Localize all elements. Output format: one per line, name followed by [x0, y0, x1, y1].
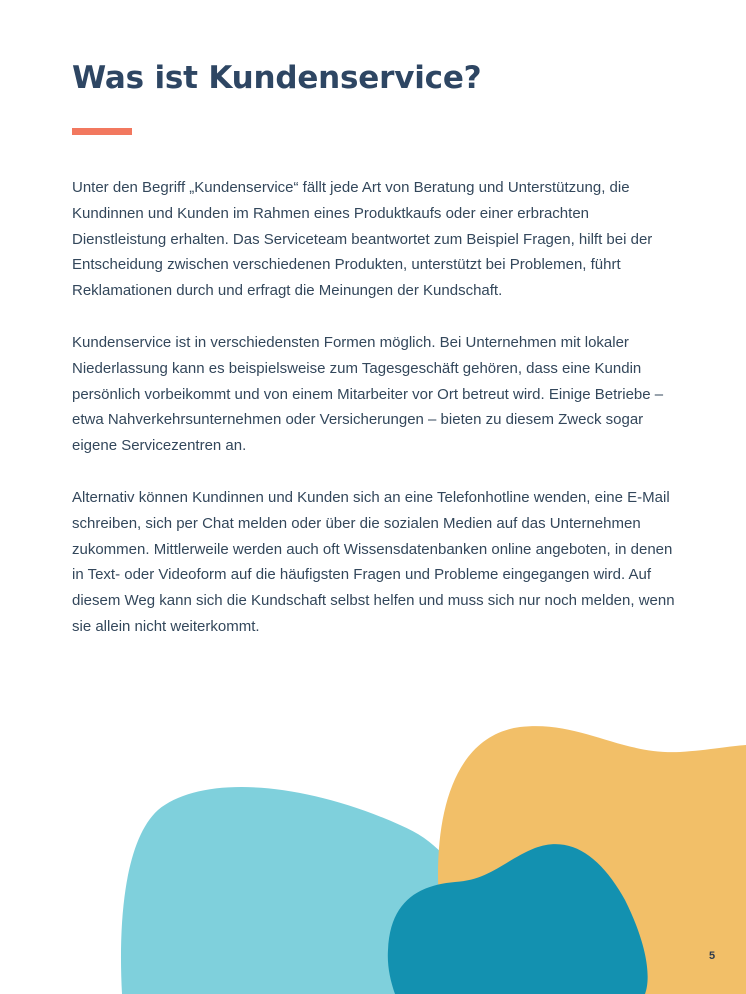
paragraph-forms: Kundenservice ist in verschiedensten Formen möglich. Bei Unternehmen mit lokaler Niederlassung kann es beispielsweise zum Tagesgeschäft gehören, dass eine Kundin persönlich vorbeikommt und von einem Mitarbeiter vor Ort betreut wird. Einige Betriebe – etwa Nahverkehrsunternehmen oder Versicherungen – bieten zu diesem Zweck sogar eigene Servicezentren an. [72, 333, 664, 455]
decorative-blobs [0, 700, 746, 994]
paragraph-definition: Unter den Begriff „Kundenservice“ fällt jede Art von Beratung und Unterstützung, die Kundinnen und Kunden im Rahmen eines Produktkaufs oder einer erbrachten Dienstleistung erhalten. Das Serviceteam beantwortet zum Beispiel Fragen, hilft bei der Entscheidung zwischen verschiedenen Produkten, unterstützt bei Problemen, führt Reklamationen durch und erfragt die Meinungen der Kundschaft. [72, 179, 653, 300]
paragraph-alternatives: Alternativ können Kundinnen und Kunden sich an eine Telefonhotline wenden, eine E-Mail schreiben, sich per Chat melden oder über die sozialen Medien auf das Unternehmen zukommen. Mittlerweile werden auch oft Wissensdatenbanken online angeboten, in denen in Text- oder Videoform auf die häufigsten Fragen und Probleme eingegangen wird. Auf diesem Weg kann sich die Kundschaft selbst helfen und muss sich nur noch melden, wenn sie allein nicht weiterkommt. [72, 488, 675, 635]
page-number: 5 [708, 950, 716, 962]
page-title: Was ist Kundenservice? [72, 60, 482, 96]
accent-underline [72, 128, 132, 135]
body-text [72, 175, 682, 666]
